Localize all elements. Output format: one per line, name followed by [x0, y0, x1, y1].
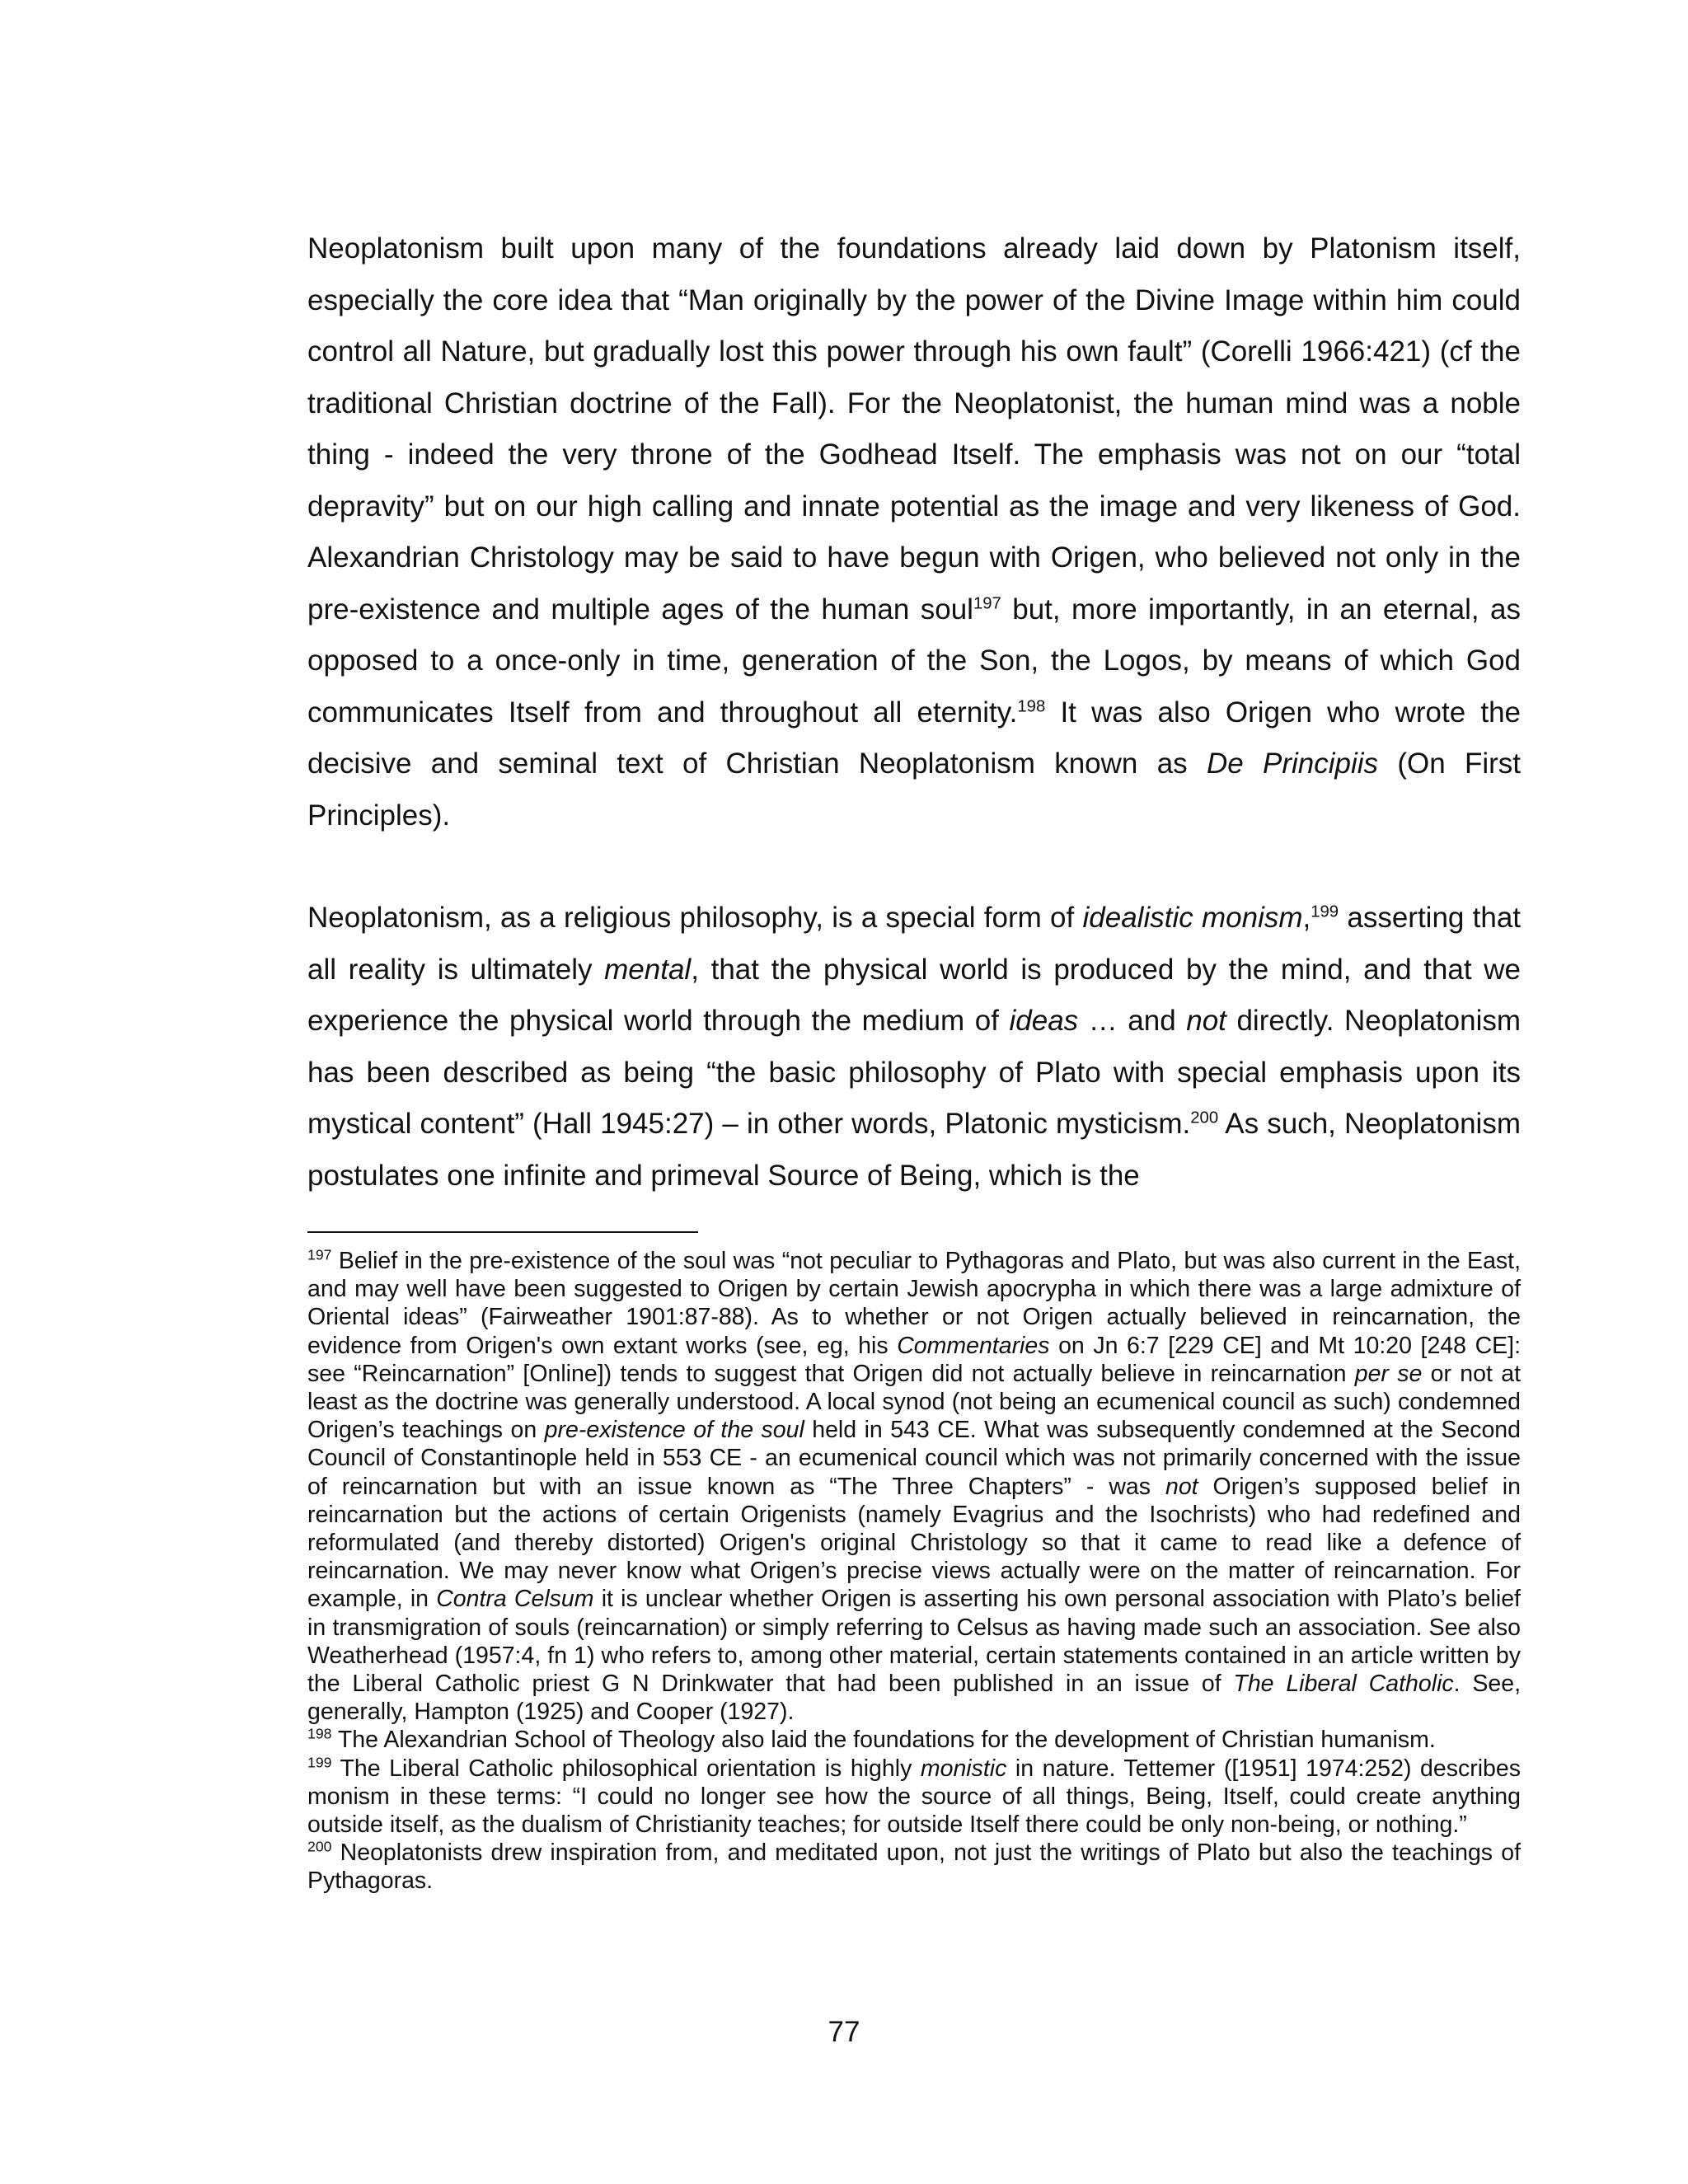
- footnote-200: $^{200}$ Neoplatonists drew inspiration from, and meditated upon, not just the writings of Plato but also the teachings of Pythagoras.: [307, 1838, 1521, 1895]
- footnote-ref-200[interactable]: 200: [1190, 1108, 1219, 1127]
- page-number: 77: [828, 2016, 860, 2048]
- footnote-198: $^{198}$ The Alexandrian School of Theology also laid the foundations for the development of Christian humanism.: [307, 1725, 1436, 1754]
- body-paragraph-2: Neoplatonism, as a religious philosophy, is a special form of idealistic monism,$^{199}$ asserting that all reality is ultimately mental, that the physical world is produced by the mind, and that we experience the physical world through the medium of ideas … and not directly. Neoplatonism has been described as being “the basic philosophy of Plato with special emphasis upon its mystical content” (Hall 1945:27) – in other words, Platonic mysticism.$^{200}$ As such, Neoplatonism postulates one infinite and primeval Source of Being, which is the: [307, 902, 1522, 1192]
- footnote-ref-199[interactable]: 199: [1311, 902, 1339, 921]
- body-paragraph-1: Neoplatonism built upon many of the foundations already laid down by Platonism itself, especially the core idea that “Man originally by the power of the Divine Image within him could control all Nature, but gradually lost this power through his own fault” (Corelli 1966:421) (cf the traditional Christian doctrine of the Fall). For the Neoplatonist, the human mind was a noble thing - indeed the very throne of the Godhead Itself. The emphasis was not on our “total depravity” but on our high calling and innate potential as the image and very likeness of God. Alexandrian Christology may be said to have begun with Origen, who believed not only in the pre-existence and multiple ages of the human soul$^{197}$ but, more importantly, in an eternal, as opposed to a once-only in time, generation of the Son, the Logos, by means of which God communicates Itself from and throughout all eternity.$^{198}$ It was also Origen who wrote the decisive and seminal text of Christian Neoplatonism known as De Principiis (On First Principles).: [307, 232, 1522, 832]
- footnotes: [307, 1247, 1521, 1896]
- footnote-ref-198[interactable]: 198: [1017, 696, 1046, 715]
- footnote-ref-197[interactable]: 197: [973, 593, 1001, 612]
- footnote-separator: [307, 1231, 698, 1233]
- footnote-197: $^{197}$ Belief in the pre-existence of the soul was “not peculiar to Pythagoras and Plato, but was also current in the East, and may well have been suggested to Origen by certain Jewish apocrypha in which there was a large admixture of Oriental ideas” (Fairweather 1901:87-88). As to whether or not Origen actually believed in reincarnation, the evidence from Origen's own extant works (see, eg, his Commentaries on Jn 6:7 [229 CE] and Mt 10:20 [248 CE]: see “Reincarnation” [Online]) tends to suggest that Origen did not actually believe in reincarnation per se or not at least as the doctrine was generally understood. A local synod (not being an ecumenical council as such) condemned Origen’s teachings on pre-existence of the soul held in 543 CE. What was subsequently condemned at the Second Council of Constantinople held in 553 CE - an ecumenical council which was not primarily concerned with the issue of reincarnation but with an issue known as “The Three Chapters” - was not Origen’s supposed belief in reincarnation but the actions of certain Origenists (namely Evagrius and the Isochrists) who had redefined and reformulated (and thereby distorted) Origen's original Christology so that it came to read like a defence of reincarnation. We may never know what Origen’s precise views actually were on the matter of reincarnation. For example, in Contra Celsum it is unclear whether Origen is asserting his own personal association with Plato’s belief in transmigration of souls (reincarnation) or simply referring to Celsus as having made such an association. See also Weatherhead (1957:4, fn 1) who refers to, among other material, certain statements contained in an article written by the Liberal Catholic priest G N Drinkwater that had been published in an issue of The Liberal Catholic. See, generally, Hampton (1925) and Cooper (1927).: [307, 1246, 1521, 1726]
- footnote-199: $^{199}$ The Liberal Catholic philosophical orientation is highly monistic in nature. Tettemer ([1951] 1974:252) describes monism in these terms: “I could no longer see how the source of all things, Being, Itself, could create anything outside itself, as the dualism of Christianity teaches; for outside Itself there could be only non-being, or nothing.”: [307, 1754, 1521, 1839]
